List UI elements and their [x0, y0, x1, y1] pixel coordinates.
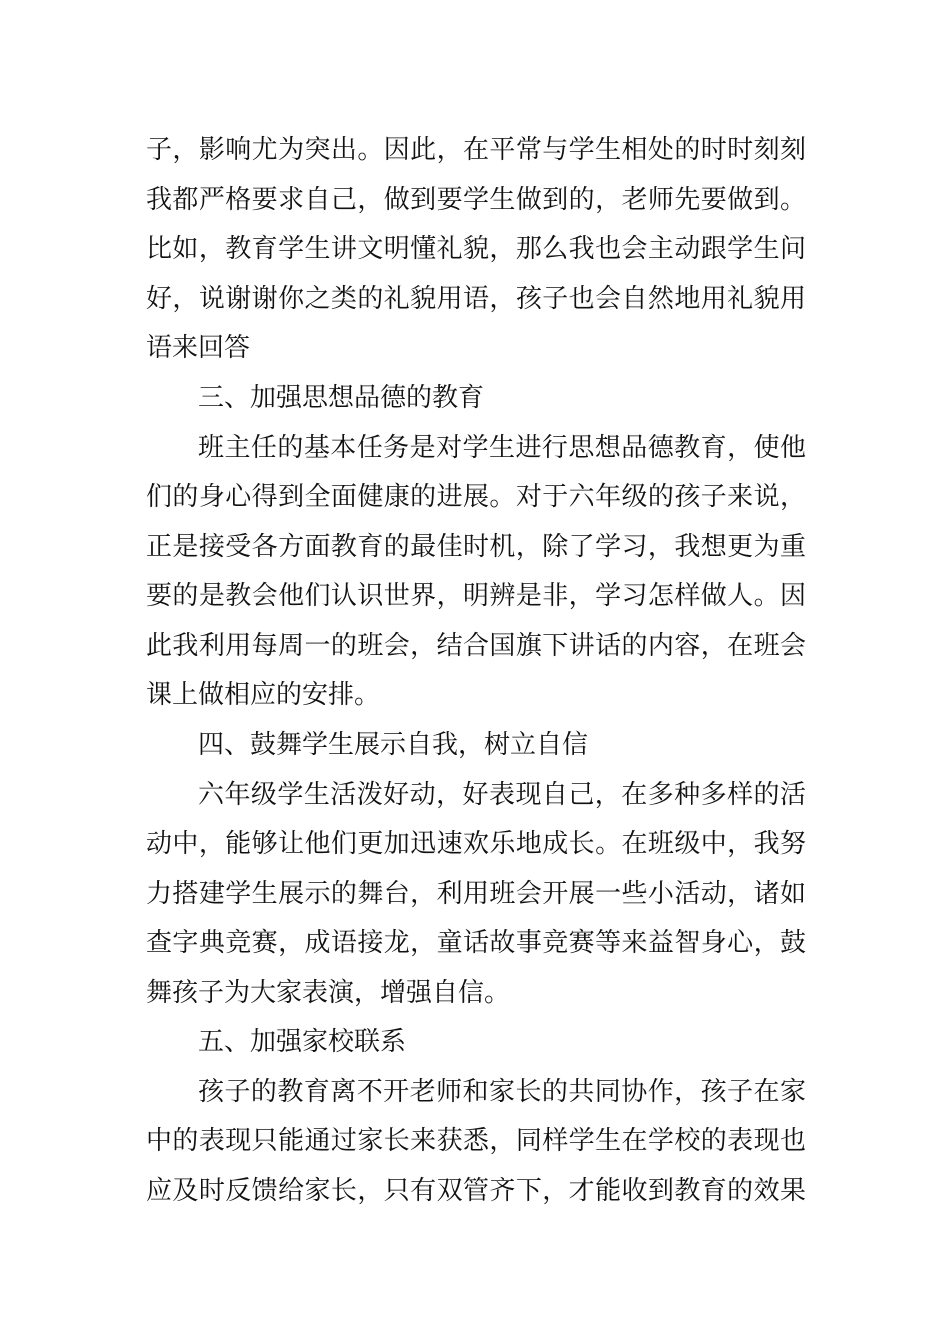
paragraph-line: 六年级学生活泼好动，好表现自己，在多种多样的活: [198, 780, 806, 810]
section-heading: 五、加强家校联系: [198, 1027, 407, 1057]
section-heading: 三、加强思想品德的教育: [198, 383, 485, 413]
paragraph-line: 正是接受各方面教育的最佳时机，除了学习，我想更为重: [146, 532, 806, 562]
paragraph-line: 要的是教会他们认识世界，明辨是非，学习怎样做人。因: [146, 581, 806, 611]
paragraph-line: 语来回答: [146, 333, 251, 363]
paragraph-line: 子，影响尤为突出。因此，在平常与学生相处的时时刻刻: [146, 135, 806, 165]
paragraph-line: 中的表现只能通过家长来获悉，同样学生在学校的表现也: [146, 1126, 806, 1156]
section-heading: 四、鼓舞学生展示自我，树立自信: [198, 730, 589, 760]
paragraph-line: 舞孩子为大家表演，增强自信。: [146, 978, 511, 1008]
paragraph-line: 孩子的教育离不开老师和家长的共同协作，孩子在家: [198, 1077, 806, 1107]
paragraph-line: 查字典竞赛，成语接龙，童话故事竞赛等来益智身心，鼓: [146, 928, 806, 958]
paragraph-line: 课上做相应的安排。: [146, 680, 381, 710]
paragraph-line: 比如，教育学生讲文明懂礼貌，那么我也会主动跟学生问: [146, 234, 806, 264]
paragraph-line: 们的身心得到全面健康的进展。对于六年级的孩子来说，: [146, 482, 806, 512]
paragraph-line: 此我利用每周一的班会，结合国旗下讲话的内容，在班会: [146, 631, 806, 661]
paragraph-line: 我都严格要求自己，做到要学生做到的，老师先要做到。: [146, 185, 806, 215]
paragraph-line: 班主任的基本任务是对学生进行思想品德教育，使他: [198, 433, 806, 463]
paragraph-line: 应及时反馈给家长，只有双管齐下，才能收到教育的效果: [146, 1176, 806, 1206]
paragraph-line: 好，说谢谢你之类的礼貌用语，孩子也会自然地用礼貌用: [146, 284, 806, 314]
paragraph-line: 力搭建学生展示的舞台，利用班会开展一些小活动，诸如: [146, 879, 806, 909]
paragraph-line: 动中，能够让他们更加迅速欢乐地成长。在班级中，我努: [146, 829, 806, 859]
